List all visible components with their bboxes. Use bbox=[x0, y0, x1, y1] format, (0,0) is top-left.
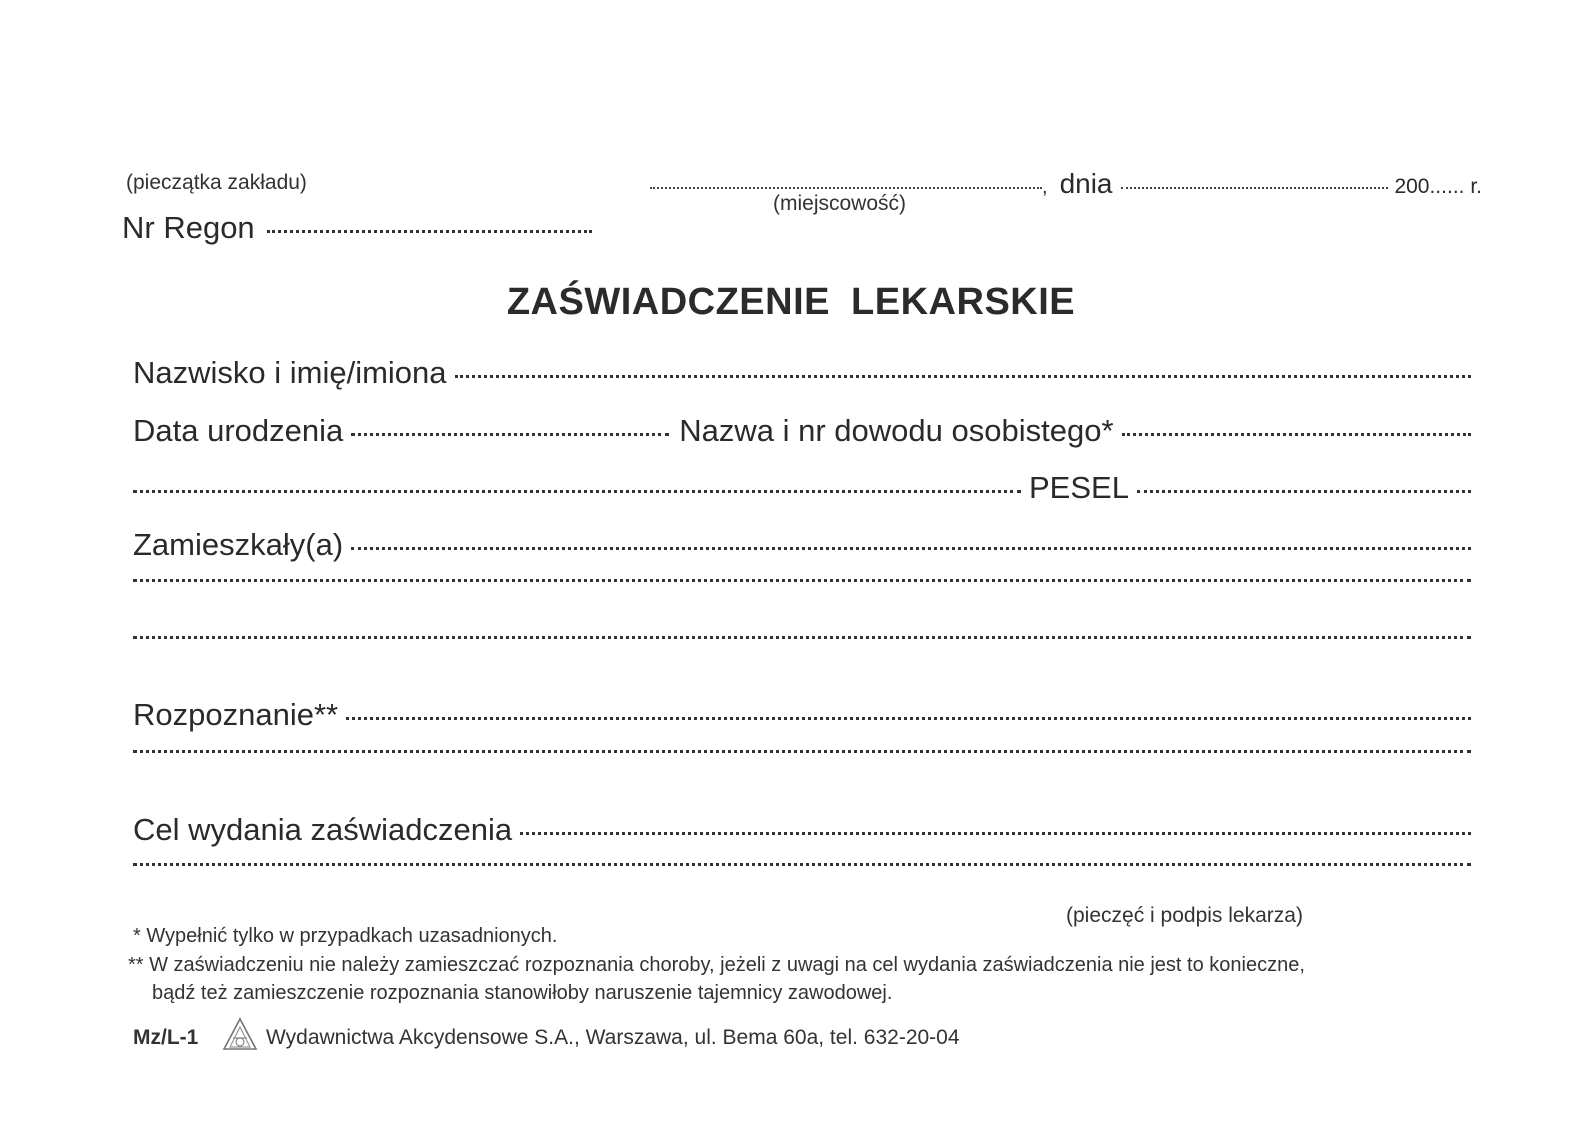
regon-label: Nr Regon bbox=[122, 210, 255, 245]
regon-dots[interactable] bbox=[267, 230, 592, 233]
id-doc-label: Nazwa i nr dowodu osobistego* bbox=[679, 413, 1114, 448]
pesel-field[interactable] bbox=[1137, 490, 1471, 493]
diagnosis-row bbox=[133, 697, 1473, 733]
diagnosis-line-2 bbox=[133, 755, 1473, 789]
id-doc-field[interactable] bbox=[1122, 433, 1471, 436]
name-field[interactable] bbox=[455, 375, 1471, 378]
pesel-row bbox=[133, 470, 1473, 506]
name-row bbox=[133, 355, 1473, 391]
birth-label: Data urodzenia bbox=[133, 413, 344, 448]
address-line-3 bbox=[133, 641, 1473, 675]
signature-caption: (pieczęć i podpis lekarza) bbox=[1066, 904, 1303, 927]
footnote-2-line-2: bądź też zamieszczenie rozpoznania stanowiłoby naruszenie tajemnicy zawodowej. bbox=[152, 982, 893, 1004]
address-field-3[interactable] bbox=[133, 636, 1471, 639]
footnote-1: * Wypełnić tylko w przypadkach uzasadnionych. bbox=[133, 925, 558, 947]
place-caption: (miejscowość) bbox=[773, 192, 907, 215]
id-doc-continuation-field[interactable] bbox=[133, 490, 1021, 493]
address-row bbox=[133, 527, 1473, 563]
address-line-2 bbox=[133, 584, 1473, 618]
footnote-2-line-1: ** W zaświadczeniu nie należy zamieszczać rozpoznania choroby, jeżeli z uwagi na cel wydania zaświadczenia nie jest to konieczne, bbox=[128, 954, 1305, 976]
diagnosis-label: Rozpoznanie** bbox=[133, 697, 339, 732]
regon-row bbox=[122, 210, 592, 246]
pesel-label: PESEL bbox=[1029, 470, 1129, 505]
purpose-field[interactable] bbox=[520, 832, 1471, 835]
place-dots[interactable] bbox=[650, 187, 1042, 189]
publisher-logo-icon bbox=[220, 1016, 260, 1056]
name-label: Nazwisko i imię/imiona bbox=[133, 355, 447, 390]
address-label: Zamieszkały(a) bbox=[133, 527, 344, 562]
purpose-row bbox=[133, 812, 1473, 848]
place-date-line: , dnia 200...... r. bbox=[650, 168, 1482, 198]
birth-id-row bbox=[133, 413, 1473, 449]
page-title: ZAŚWIADCZENIE LEKARSKIE bbox=[506, 281, 1076, 323]
address-field[interactable] bbox=[351, 547, 1471, 550]
purpose-field-2[interactable] bbox=[133, 863, 1471, 866]
publisher-info: Wydawnictwa Akcydensowe S.A., Warszawa, ul. Bema 60a, tel. 632-20-04 bbox=[266, 1026, 960, 1049]
birth-field[interactable] bbox=[351, 433, 669, 436]
date-dots[interactable] bbox=[1121, 187, 1389, 189]
stamp-caption: (pieczątka zakładu) bbox=[126, 171, 307, 194]
date-year: 200...... r. bbox=[1394, 175, 1482, 198]
purpose-line-2 bbox=[133, 868, 1473, 902]
purpose-label: Cel wydania zaświadczenia bbox=[133, 812, 513, 847]
address-field-2[interactable] bbox=[133, 579, 1471, 582]
diagnosis-field-2[interactable] bbox=[133, 750, 1471, 753]
diagnosis-field[interactable] bbox=[346, 717, 1471, 720]
form-code: Mz/L-1 bbox=[133, 1026, 199, 1049]
date-prefix: dnia bbox=[1059, 168, 1113, 199]
